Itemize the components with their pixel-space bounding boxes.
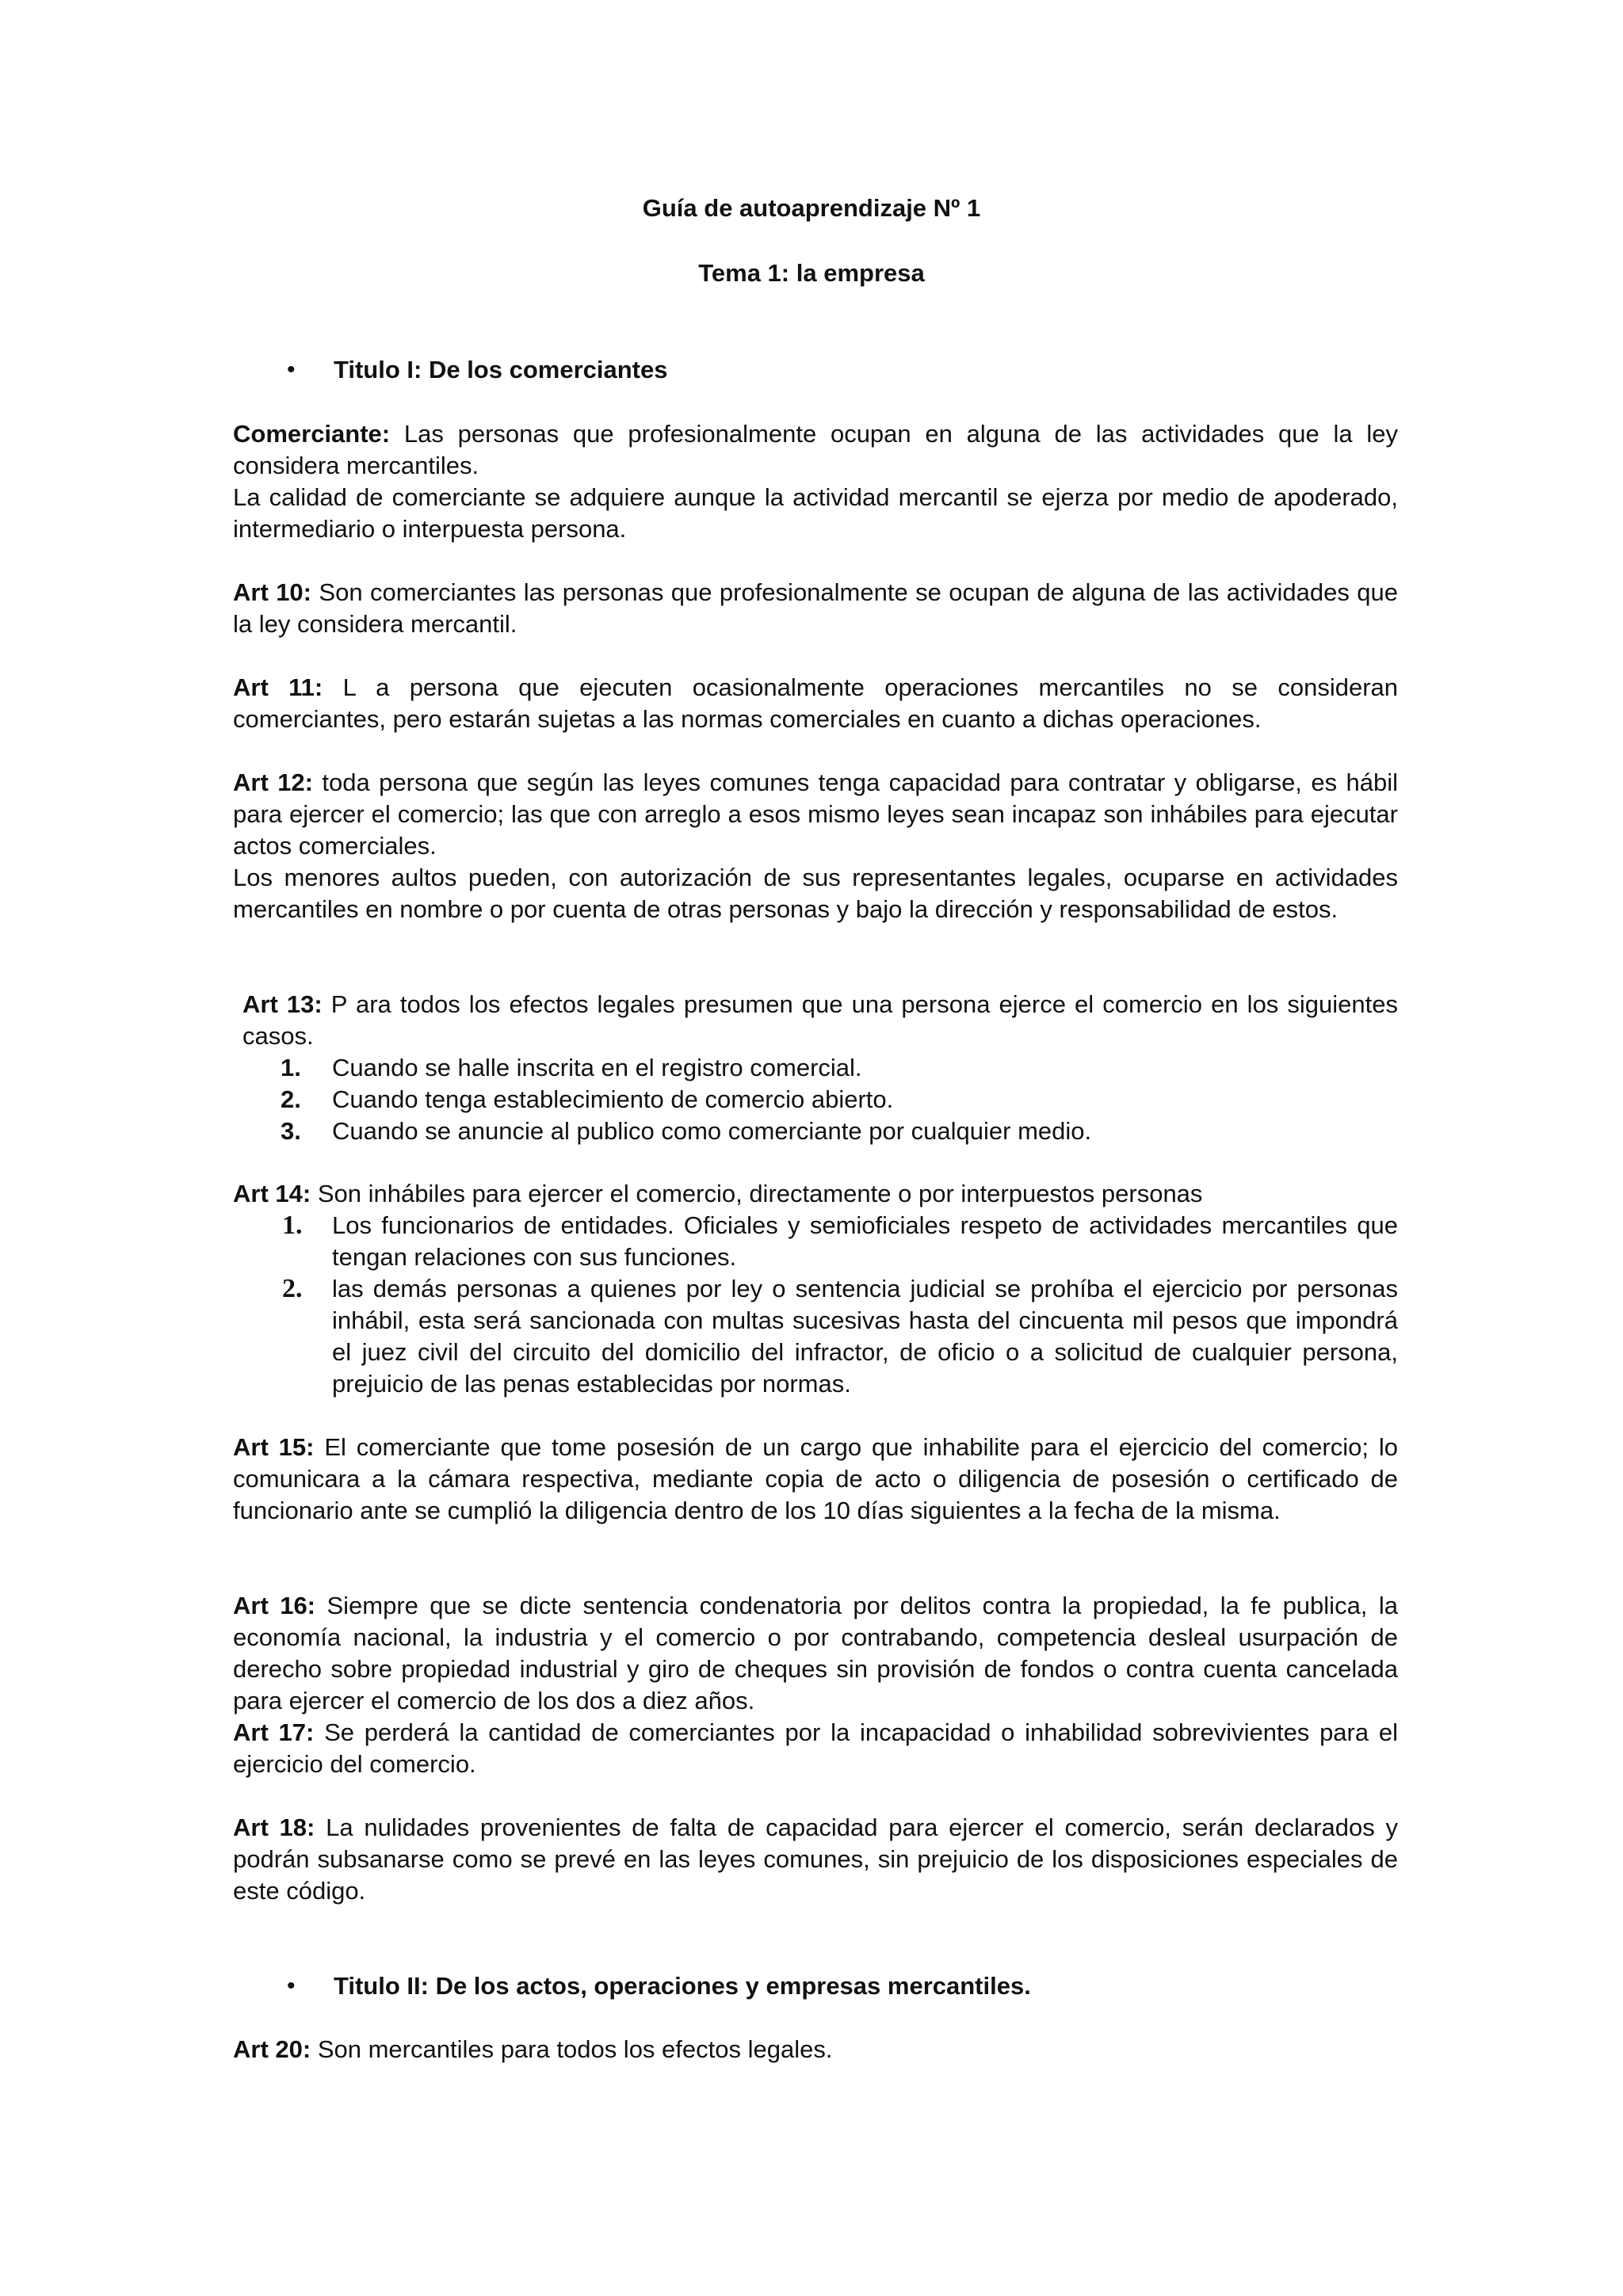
article-label: Art 16: [233,1592,316,1619]
paragraph-art-20 [233,2034,1398,2065]
article-label: Art 11: [233,673,323,701]
list-item: Los funcionarios de entidades. Oficiales y semioficiales respeto de actividades mercantiles que tengan relaciones con sus funciones. [332,1211,1398,1271]
article-text: El comerciante que tome posesión de un cargo que inhabilite para el ejercicio del comercio; lo comunicara a la cámara respectiva, mediante copia de acto o diligencia de posesión o certificado de funcionario ante se cumplió la diligencia dentro de los 10 días siguientes a la fecha de la misma. [233,1433,1398,1524]
list-number: 2. [281,1085,301,1113]
paragraph-label: Comerciante: [233,420,391,448]
list-number: 1. [282,1211,303,1240]
paragraph-art-12 [233,767,1398,925]
paragraph-text: La calidad de comerciante se adquiere aunque la actividad mercantil se ejerza por medio de apoderado, intermediario o interpuesta persona. [233,483,1398,543]
list-number: 2. [282,1274,303,1303]
article-label: Art 14: [233,1180,311,1207]
paragraph-art-16 [233,1590,1398,1780]
article-text: toda persona que según las leyes comunes tenga capacidad para contratar y obligarse, es hábil para ejercer el comercio; las que con arreglo a esos mismo leyes sean incapaz son inhábiles para ejecutar actos comerciales. [233,769,1398,860]
article-label: Art 17: [233,1718,315,1746]
article-text: L a persona que ejecuten ocasionalmente operaciones mercantiles no se consideran comerciantes, pero estarán sujetas a las normas comerciales en cuanto a dichas operaciones. [233,673,1399,733]
article-text: Son mercantiles para todos los efectos legales. [311,2035,833,2063]
section-bullet: • [287,357,296,383]
paragraph-comerciante [233,418,1398,545]
article-text: P ara todos los efectos legales presumen que una persona ejerce el comercio en los siguientes casos. [242,990,1398,1050]
paragraph-art-13 [242,989,1398,1052]
article-label: Art 20: [233,2035,311,2063]
paragraph-art-15 [233,1432,1398,1527]
paragraph-art-14 [233,1178,1398,1210]
article-text: Son inhábiles para ejercer el comercio, directamente o por interpuestos personas [311,1180,1203,1207]
paragraph-art-10 [233,577,1398,640]
article-text: Son comerciantes las personas que profesionalmente se ocupan de alguna de las actividades que la ley considera mercantil. [233,578,1398,638]
document-subtitle: Tema 1: la empresa [698,259,925,287]
list-item: las demás personas a quienes por ley o sentencia judicial se prohíba el ejercicio por personas inhábil, esta será sancionada con multas sucesivas hasta del cincuenta mil pesos que impondrá el juez civil del circuito del domicilio del infractor, de oficio o a solicitud de cualquier persona, prejuicio de las penas establecidas por normas. [332,1275,1398,1398]
paragraph-art-18 [233,1812,1398,1907]
article-label: Art 18: [233,1814,315,1841]
list-item: Cuando se halle inscrita en el registro comercial. [332,1054,862,1081]
article-text: Los menores aultos pueden, con autorización de sus representantes legales, ocuparse en actividades mercantiles en nombre o por cuenta de otras personas y bajo la dirección y responsabilidad de estos. [233,864,1398,923]
article-text: La nulidades provenientes de falta de capacidad para ejercer el comercio, serán declarados y podrán subsanarse como se prevé en las leyes comunes, sin prejuicio de los disposiciones especiales de este código. [233,1814,1398,1905]
article-text: Se perderá la cantidad de comerciantes por la incapacidad o inhabilidad sobrevivientes para el ejercicio del comercio. [233,1718,1398,1778]
article-label: Art 13: [242,990,323,1018]
section-heading-titulo-1: Titulo I: De los comerciantes [334,356,668,383]
section-bullet: • [287,1973,296,1999]
article-label: Art 12: [233,769,313,796]
section-heading-titulo-2: Titulo II: De los actos, operaciones y empresas mercantiles. [334,1972,1031,2000]
document-title: Guía de autoaprendizaje Nº 1 [642,194,981,222]
paragraph-art-11 [233,672,1398,735]
list-item: Cuando tenga establecimiento de comercio abierto. [332,1085,894,1113]
article-text: Siempre que se dicte sentencia condenatoria por delitos contra la propiedad, la fe publica, la economía nacional, la industria y el comercio o por contrabando, competencia desleal usurpación de derecho sobre propiedad industrial y giro de cheques sin provisión de fondos o contra cuenta cancelada para ejercer el comercio de los dos a diez años. [233,1592,1398,1714]
list-number: 3. [281,1117,301,1145]
list-item: Cuando se anuncie al publico como comerciante por cualquier medio. [332,1117,1092,1145]
list-number: 1. [281,1054,301,1081]
article-label: Art 15: [233,1433,315,1461]
article-label: Art 10: [233,578,311,606]
paragraph-text: Las personas que profesionalmente ocupan en alguna de las actividades que la ley considera mercantiles. [233,420,1398,479]
